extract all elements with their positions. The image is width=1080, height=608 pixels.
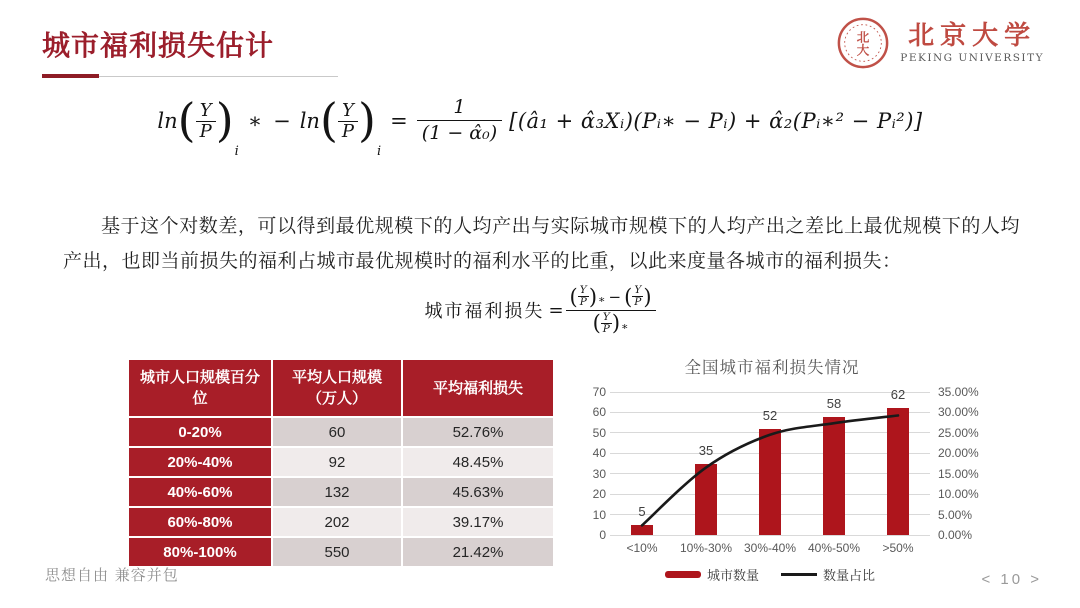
table-header-avg-population: 平均人口规模（万人） bbox=[273, 360, 401, 416]
row-header-percentile: 0-20% bbox=[129, 418, 271, 446]
x-axis-category-label: 40%-50% bbox=[807, 541, 861, 555]
chart-plot-area bbox=[610, 387, 930, 535]
table-row bbox=[129, 508, 553, 536]
right-axis-tick-label: 30.00% bbox=[938, 405, 979, 420]
table-body bbox=[129, 418, 553, 566]
legend-label: 城市数量 bbox=[706, 568, 759, 583]
left-axis-tick-label: 10 bbox=[592, 507, 606, 522]
legend-line-swatch bbox=[781, 573, 817, 576]
formula-bracket: [(â₁ + α̂₃Xᵢ)(Pᵢ∗ − Pᵢ) + α̂₂(Pᵢ∗² − Pᵢ²)] bbox=[509, 109, 923, 133]
left-axis-tick-label: 60 bbox=[592, 405, 606, 420]
x-axis-category-label: >50% bbox=[882, 541, 914, 555]
right-axis-tick-label: 15.00% bbox=[938, 466, 979, 481]
bar-value-label: 5 bbox=[638, 503, 646, 519]
table-row bbox=[129, 448, 553, 476]
welfare-chart bbox=[580, 350, 1070, 598]
right-axis-tick-label: 5.00% bbox=[938, 507, 973, 522]
main-formula: ln ( $\frac{Y}{P}$ ) i ∗ − ln ( $\frac{Y}{P}$ ) i = $\frac{1}{\text{(1 − α̂₀)}}$ [(â₁ + α̂₃Xᵢ)(Pᵢ∗ − Pᵢ) + α̂₂(Pᵢ∗² − Pᵢ²)] bbox=[157, 93, 923, 160]
footer-motto: 思想自由 兼容并包 bbox=[45, 566, 179, 584]
cell-avg-welfare-loss: 48.45% bbox=[403, 448, 553, 476]
cell-avg-welfare-loss: 45.63% bbox=[403, 478, 553, 506]
table-header-avg-welfare-loss: 平均福利损失 bbox=[403, 360, 553, 416]
pku-seal-icon bbox=[836, 16, 890, 70]
chart-legend bbox=[610, 565, 930, 584]
right-axis-tick-label: 20.00% bbox=[938, 446, 979, 461]
welfare-formula-fraction: ( Y P ) ∗ − ( Y P ) ( Y P ) ∗ bbox=[566, 285, 656, 334]
svg-text:大: 大 bbox=[856, 42, 870, 58]
chart-title: 全国城市福利损失情况 bbox=[684, 359, 860, 377]
body-paragraph: 基于这个对数差，可以得到最优规模下的人均产出与实际城市规模下的人均产出之差比上最优规模下的人均产出，也即当前损失的福利占城市最优规模时的福利水平的比重，以此来度量各城市的福利损失： bbox=[63, 215, 1020, 272]
page-title: 城市福利损失估计 bbox=[42, 30, 275, 61]
legend-item bbox=[781, 565, 875, 584]
legend-label: 数量占比 bbox=[823, 568, 876, 583]
left-axis-tick-label: 40 bbox=[592, 446, 606, 461]
title-underline bbox=[42, 74, 338, 78]
welfare-table bbox=[127, 358, 555, 568]
bar-value-label: 35 bbox=[698, 442, 714, 458]
formula-coefficient: $\frac{1}{\text{(1 − α̂₀)}}$ bbox=[417, 96, 502, 146]
cell-avg-welfare-loss: 52.76% bbox=[403, 418, 553, 446]
right-axis-tick-label: 10.00% bbox=[938, 487, 979, 502]
table-row bbox=[129, 538, 553, 566]
cell-avg-population: 92 bbox=[273, 448, 401, 476]
page-indicator: < 10 > bbox=[981, 571, 1042, 588]
row-header-percentile: 80%-100% bbox=[129, 538, 271, 566]
row-header-percentile: 40%-60% bbox=[129, 478, 271, 506]
pku-logo-cn: 北京大学 bbox=[908, 20, 1037, 51]
right-axis-tick-label: 25.00% bbox=[938, 425, 979, 440]
left-axis-tick-label: 20 bbox=[592, 487, 606, 502]
line-series-count-share bbox=[610, 392, 930, 535]
left-axis-tick-label: 30 bbox=[592, 466, 606, 481]
bar-value-label: 58 bbox=[826, 395, 842, 411]
right-axis-tick-label: 35.00% bbox=[938, 385, 979, 399]
pku-logo bbox=[836, 16, 1044, 70]
cell-avg-population: 202 bbox=[273, 508, 401, 536]
formula-term-optimal: ln ( $\frac{Y}{P}$ ) i bbox=[157, 93, 239, 160]
table-header-percentile: 城市人口规模百分位 bbox=[129, 360, 271, 416]
table-row bbox=[129, 418, 553, 446]
formula-term-actual: ln ( $\frac{Y}{P}$ ) i bbox=[299, 93, 382, 160]
welfare-loss-formula: 城市福利损失 = ( Y P ) ∗ − ( Y P ) ( Y P ) ∗ bbox=[0, 280, 1080, 340]
x-axis-category-label: <10% bbox=[626, 541, 658, 555]
table-row bbox=[129, 478, 553, 506]
x-axis-category-label: 30%-40% bbox=[743, 541, 797, 555]
row-header-percentile: 20%-40% bbox=[129, 448, 271, 476]
bar-value-label: 62 bbox=[890, 387, 906, 403]
title-underline-accent bbox=[42, 74, 99, 78]
pku-logo-en: PEKING UNIVERSITY bbox=[900, 52, 1044, 65]
cell-avg-population: 60 bbox=[273, 418, 401, 446]
left-axis-tick-label: 50 bbox=[592, 425, 606, 440]
legend-item bbox=[665, 565, 759, 584]
left-axis-tick-label: 70 bbox=[592, 385, 606, 399]
table-header-row bbox=[129, 360, 553, 416]
cell-avg-welfare-loss: 39.17% bbox=[403, 508, 553, 536]
x-axis-category-label: 10%-30% bbox=[679, 541, 733, 555]
title-underline-line bbox=[99, 76, 338, 77]
cell-avg-population: 132 bbox=[273, 478, 401, 506]
right-axis-tick-label: 0.00% bbox=[938, 528, 973, 542]
bar-value-label: 52 bbox=[762, 407, 778, 423]
welfare-formula-label: 城市福利损失 bbox=[424, 301, 545, 322]
row-header-percentile: 60%-80% bbox=[129, 508, 271, 536]
left-axis-tick-label: 0 bbox=[599, 528, 606, 542]
legend-bar-swatch bbox=[665, 571, 701, 578]
cell-avg-population: 550 bbox=[273, 538, 401, 566]
pku-logo-text bbox=[900, 22, 1044, 65]
cell-avg-welfare-loss: 21.42% bbox=[403, 538, 553, 566]
svg-text:北: 北 bbox=[856, 29, 870, 45]
